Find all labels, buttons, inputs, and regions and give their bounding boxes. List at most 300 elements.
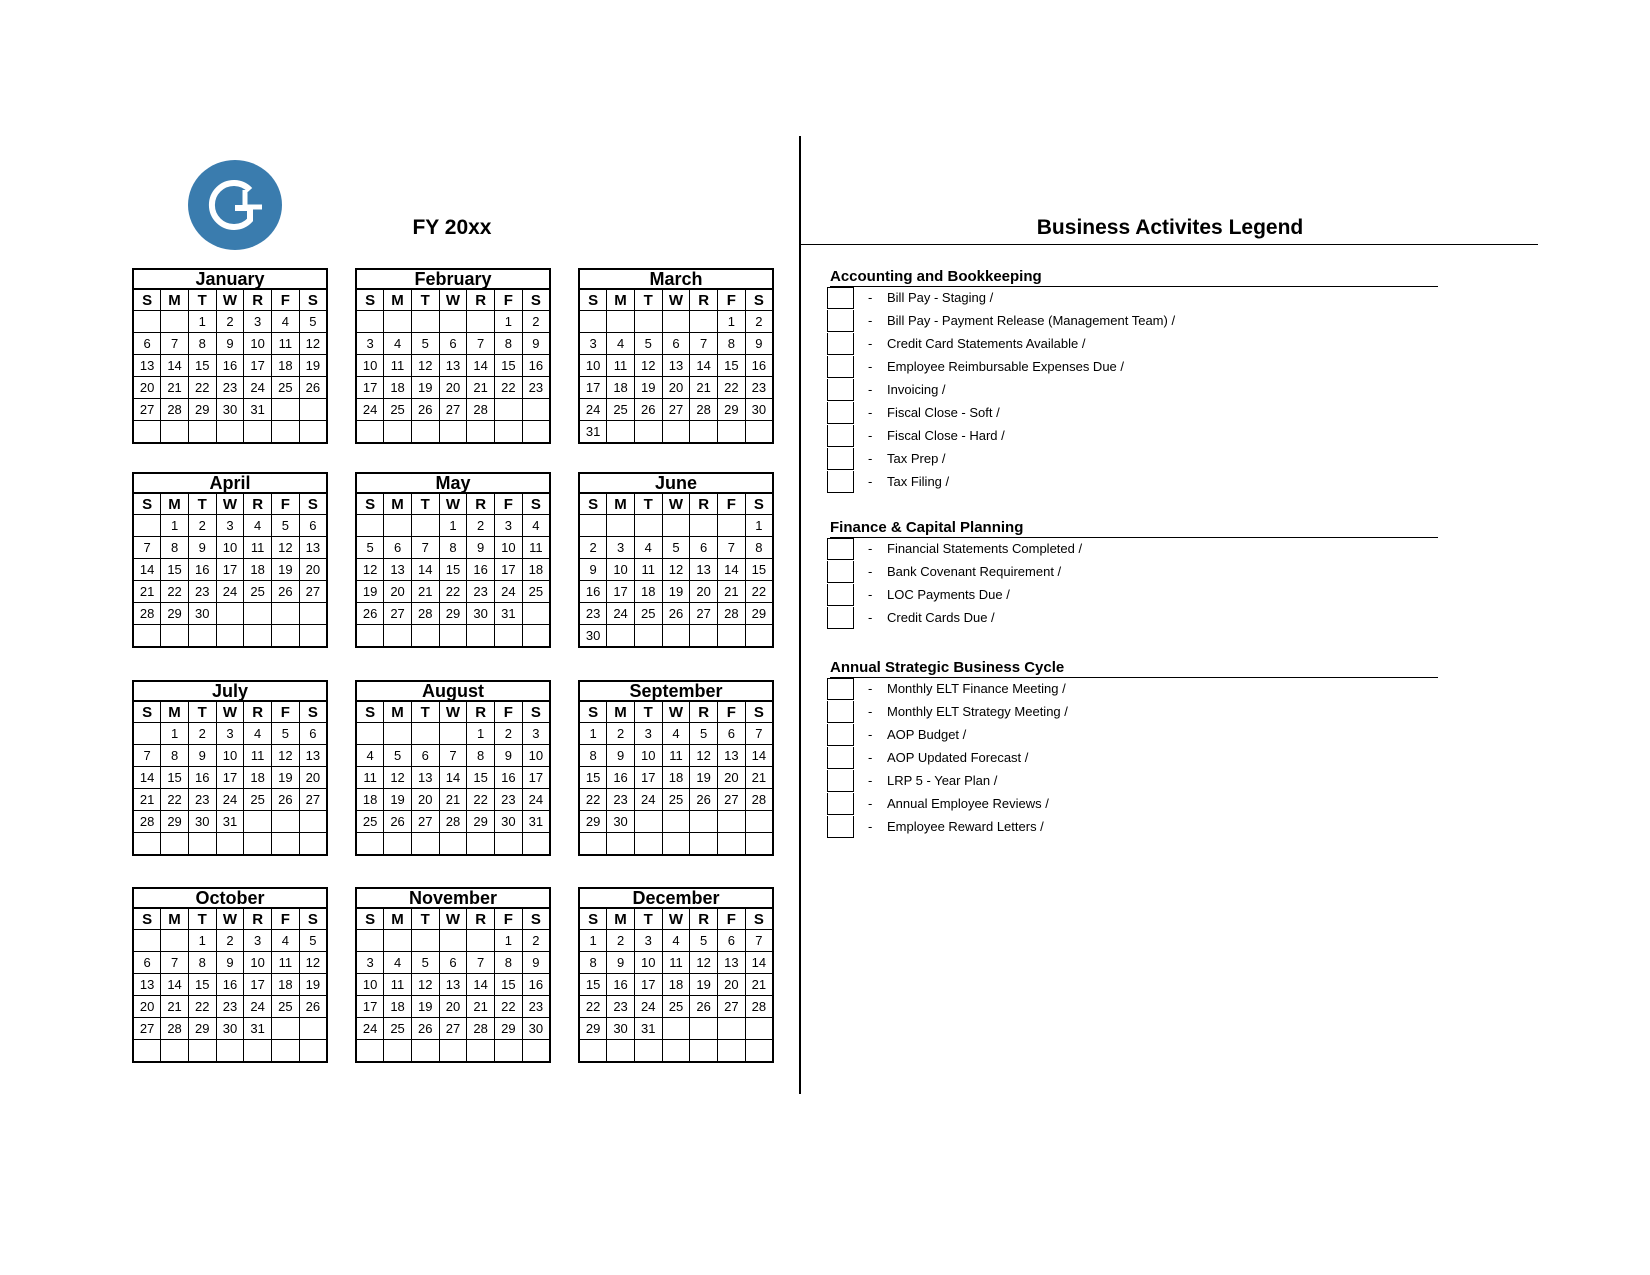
legend-color-box[interactable] <box>827 724 854 746</box>
day-cell: 19 <box>384 789 412 811</box>
weekday-label: M <box>384 494 412 515</box>
day-cell: 25 <box>662 789 690 811</box>
weekday-label: S <box>745 290 773 311</box>
day-cell: 13 <box>133 974 161 996</box>
day-cell: 25 <box>272 996 300 1018</box>
day-cell: 17 <box>244 355 272 377</box>
day-cell: 9 <box>188 745 216 767</box>
day-cell <box>356 833 384 855</box>
day-cell: 29 <box>718 399 746 421</box>
day-cell: 6 <box>690 537 718 559</box>
day-cell <box>384 930 412 952</box>
weekday-label: T <box>634 290 662 311</box>
day-cell: 10 <box>356 974 384 996</box>
day-cell: 27 <box>299 789 327 811</box>
day-cell: 5 <box>356 537 384 559</box>
day-cell: 19 <box>272 767 300 789</box>
day-cell: 1 <box>467 723 495 745</box>
day-cell: 5 <box>272 515 300 537</box>
day-cell: 13 <box>718 745 746 767</box>
day-cell: 31 <box>579 421 607 443</box>
day-cell: 23 <box>607 789 635 811</box>
day-cell: 4 <box>356 745 384 767</box>
day-cell: 18 <box>244 767 272 789</box>
day-cell <box>272 1018 300 1040</box>
legend-item <box>830 584 1438 607</box>
day-cell: 29 <box>495 1018 523 1040</box>
day-cell: 9 <box>216 952 244 974</box>
month-october <box>132 887 328 1063</box>
day-cell: 16 <box>216 974 244 996</box>
legend-color-box[interactable] <box>827 770 854 792</box>
day-cell: 1 <box>718 311 746 333</box>
day-cell: 26 <box>384 811 412 833</box>
day-cell <box>299 833 327 855</box>
day-cell <box>299 1018 327 1040</box>
legend-color-box[interactable] <box>827 425 854 447</box>
day-cell: 10 <box>522 745 550 767</box>
day-cell <box>161 930 189 952</box>
month-title: September <box>578 680 774 701</box>
day-cell <box>745 833 773 855</box>
legend-item <box>830 379 1438 402</box>
day-cell: 6 <box>439 952 467 974</box>
day-cell <box>690 625 718 647</box>
day-cell: 13 <box>718 952 746 974</box>
day-cell <box>522 833 550 855</box>
day-cell <box>411 723 439 745</box>
legend-item <box>830 538 1438 561</box>
legend-color-box[interactable] <box>827 561 854 583</box>
day-cell: 11 <box>607 355 635 377</box>
day-cell <box>495 625 523 647</box>
day-cell: 9 <box>188 537 216 559</box>
day-cell: 27 <box>690 603 718 625</box>
day-cell <box>718 625 746 647</box>
day-cell: 29 <box>467 811 495 833</box>
day-cell: 26 <box>356 603 384 625</box>
day-cell: 2 <box>216 311 244 333</box>
legend-color-box[interactable] <box>827 678 854 700</box>
legend-title-underline <box>801 244 1538 245</box>
legend-item-label: Monthly ELT Finance Meeting / <box>887 681 1066 696</box>
legend-color-box[interactable] <box>827 402 854 424</box>
day-cell: 30 <box>745 399 773 421</box>
day-cell: 20 <box>439 996 467 1018</box>
legend-color-box[interactable] <box>827 538 854 560</box>
day-cell: 5 <box>384 745 412 767</box>
day-cell: 29 <box>161 811 189 833</box>
day-cell: 9 <box>607 952 635 974</box>
day-cell <box>579 1040 607 1062</box>
day-cell <box>439 421 467 443</box>
day-cell: 25 <box>244 581 272 603</box>
day-cell: 6 <box>384 537 412 559</box>
weekday-label: W <box>439 290 467 311</box>
month-days-table <box>132 493 328 648</box>
weekday-label: F <box>718 702 746 723</box>
day-cell <box>272 1040 300 1062</box>
day-cell: 22 <box>718 377 746 399</box>
day-cell <box>634 311 662 333</box>
day-cell: 30 <box>579 625 607 647</box>
day-cell: 25 <box>272 377 300 399</box>
day-cell: 4 <box>244 515 272 537</box>
day-cell: 6 <box>718 930 746 952</box>
day-cell <box>356 1040 384 1062</box>
day-cell: 6 <box>718 723 746 745</box>
day-cell: 12 <box>411 974 439 996</box>
day-cell: 18 <box>384 996 412 1018</box>
day-cell: 21 <box>161 996 189 1018</box>
day-cell <box>662 515 690 537</box>
day-cell: 30 <box>495 811 523 833</box>
weekday-label: T <box>634 702 662 723</box>
weekday-label: R <box>244 909 272 930</box>
day-cell <box>467 930 495 952</box>
legend-item-label: Financial Statements Completed / <box>887 541 1083 556</box>
day-cell: 31 <box>522 811 550 833</box>
day-cell <box>244 603 272 625</box>
day-cell: 22 <box>467 789 495 811</box>
month-days-table <box>355 908 551 1063</box>
day-cell <box>745 1018 773 1040</box>
day-cell: 21 <box>133 581 161 603</box>
day-cell: 7 <box>161 333 189 355</box>
day-cell: 15 <box>467 767 495 789</box>
month-title: February <box>355 268 551 289</box>
day-cell: 13 <box>439 355 467 377</box>
day-cell: 3 <box>216 515 244 537</box>
legend-dash: - <box>868 405 873 420</box>
day-cell: 3 <box>607 537 635 559</box>
weekday-label: S <box>579 909 607 930</box>
weekday-label: S <box>356 702 384 723</box>
weekday-label: S <box>299 494 327 515</box>
day-cell: 17 <box>522 767 550 789</box>
legend-dash: - <box>868 451 873 466</box>
day-cell <box>356 723 384 745</box>
legend-color-box[interactable] <box>827 287 854 309</box>
day-cell: 19 <box>634 377 662 399</box>
legend-dash: - <box>868 796 873 811</box>
legend-color-box[interactable] <box>827 310 854 332</box>
day-cell: 30 <box>188 811 216 833</box>
legend-color-box[interactable] <box>827 607 854 629</box>
weekday-label: R <box>467 290 495 311</box>
day-cell: 16 <box>495 767 523 789</box>
day-cell <box>522 1040 550 1062</box>
day-cell: 3 <box>634 930 662 952</box>
day-cell: 2 <box>216 930 244 952</box>
day-cell: 23 <box>607 996 635 1018</box>
month-days-table <box>578 908 774 1063</box>
day-cell: 8 <box>467 745 495 767</box>
day-cell: 28 <box>745 789 773 811</box>
weekday-label: M <box>161 909 189 930</box>
day-cell: 6 <box>411 745 439 767</box>
weekday-label: M <box>384 702 412 723</box>
weekday-label: S <box>579 494 607 515</box>
day-cell: 19 <box>411 996 439 1018</box>
legend-color-box[interactable] <box>827 584 854 606</box>
day-cell <box>411 625 439 647</box>
day-cell: 1 <box>439 515 467 537</box>
day-cell <box>607 625 635 647</box>
day-cell: 9 <box>467 537 495 559</box>
weekday-label: M <box>384 290 412 311</box>
day-cell: 30 <box>522 1018 550 1040</box>
day-cell: 4 <box>662 930 690 952</box>
day-cell: 23 <box>495 789 523 811</box>
day-cell <box>299 603 327 625</box>
weekday-label: S <box>745 909 773 930</box>
legend-color-box[interactable] <box>827 701 854 723</box>
day-cell: 10 <box>356 355 384 377</box>
day-cell: 26 <box>411 1018 439 1040</box>
day-cell: 29 <box>579 1018 607 1040</box>
legend-dash: - <box>868 428 873 443</box>
day-cell: 1 <box>579 723 607 745</box>
day-cell: 2 <box>579 537 607 559</box>
day-cell: 3 <box>522 723 550 745</box>
page-title: FY 20xx <box>412 216 492 239</box>
day-cell: 5 <box>299 311 327 333</box>
month-june <box>578 472 774 648</box>
weekday-label: F <box>272 909 300 930</box>
month-days-table <box>355 289 551 444</box>
legend-item <box>830 724 1438 747</box>
weekday-label: M <box>161 702 189 723</box>
weekday-label: T <box>188 290 216 311</box>
day-cell <box>662 421 690 443</box>
day-cell <box>718 811 746 833</box>
legend-color-box[interactable] <box>827 793 854 815</box>
day-cell: 7 <box>411 537 439 559</box>
legend-color-box[interactable] <box>827 356 854 378</box>
day-cell: 27 <box>718 789 746 811</box>
day-cell: 15 <box>439 559 467 581</box>
day-cell: 30 <box>216 1018 244 1040</box>
day-cell <box>607 1040 635 1062</box>
day-cell <box>718 1040 746 1062</box>
weekday-label: W <box>662 909 690 930</box>
day-cell: 18 <box>244 559 272 581</box>
day-cell <box>384 833 412 855</box>
weekday-label: F <box>718 290 746 311</box>
day-cell: 28 <box>411 603 439 625</box>
day-cell: 26 <box>272 789 300 811</box>
day-cell <box>411 833 439 855</box>
day-cell <box>634 625 662 647</box>
day-cell: 12 <box>272 537 300 559</box>
weekday-label: W <box>216 494 244 515</box>
legend-color-box[interactable] <box>827 816 854 838</box>
day-cell: 29 <box>161 603 189 625</box>
day-cell <box>439 625 467 647</box>
day-cell <box>384 625 412 647</box>
day-cell: 29 <box>745 603 773 625</box>
day-cell: 20 <box>384 581 412 603</box>
day-cell: 28 <box>133 811 161 833</box>
day-cell <box>161 311 189 333</box>
day-cell <box>579 311 607 333</box>
weekday-label: F <box>718 909 746 930</box>
weekday-label: F <box>272 494 300 515</box>
weekday-label: T <box>634 494 662 515</box>
day-cell: 7 <box>745 723 773 745</box>
day-cell: 9 <box>607 745 635 767</box>
legend-item-label: Invoicing / <box>887 382 946 397</box>
day-cell: 10 <box>216 537 244 559</box>
day-cell: 26 <box>299 377 327 399</box>
day-cell: 16 <box>607 974 635 996</box>
weekday-label: F <box>495 702 523 723</box>
month-days-table <box>132 289 328 444</box>
day-cell: 16 <box>522 355 550 377</box>
day-cell: 2 <box>188 515 216 537</box>
legend-color-box[interactable] <box>827 448 854 470</box>
legend-section-title: Finance & Capital Planning <box>830 519 1438 538</box>
day-cell: 5 <box>411 333 439 355</box>
day-cell: 20 <box>411 789 439 811</box>
day-cell: 20 <box>718 767 746 789</box>
day-cell: 24 <box>356 1018 384 1040</box>
day-cell: 25 <box>522 581 550 603</box>
legend-dash: - <box>868 727 873 742</box>
legend-item-label: AOP Budget / <box>887 727 967 742</box>
day-cell: 4 <box>244 723 272 745</box>
day-cell: 16 <box>745 355 773 377</box>
day-cell: 11 <box>272 333 300 355</box>
g-plus-logo-icon <box>188 160 282 250</box>
legend-item-label: AOP Updated Forecast / <box>887 750 1029 765</box>
day-cell: 28 <box>439 811 467 833</box>
day-cell: 28 <box>745 996 773 1018</box>
day-cell: 6 <box>662 333 690 355</box>
day-cell: 1 <box>495 311 523 333</box>
day-cell <box>522 399 550 421</box>
day-cell: 6 <box>299 515 327 537</box>
day-cell: 23 <box>579 603 607 625</box>
day-cell: 8 <box>188 333 216 355</box>
day-cell <box>161 833 189 855</box>
day-cell: 23 <box>216 377 244 399</box>
day-cell: 12 <box>690 745 718 767</box>
day-cell: 24 <box>522 789 550 811</box>
day-cell: 24 <box>356 399 384 421</box>
day-cell: 31 <box>216 811 244 833</box>
day-cell <box>662 811 690 833</box>
legend-item <box>830 448 1438 471</box>
day-cell: 31 <box>244 399 272 421</box>
legend-color-box[interactable] <box>827 747 854 769</box>
day-cell: 11 <box>662 745 690 767</box>
day-cell: 13 <box>690 559 718 581</box>
day-cell: 24 <box>634 789 662 811</box>
day-cell: 25 <box>356 811 384 833</box>
weekday-label: T <box>411 702 439 723</box>
day-cell <box>356 421 384 443</box>
day-cell <box>188 421 216 443</box>
day-cell: 26 <box>411 399 439 421</box>
legend-color-box[interactable] <box>827 471 854 493</box>
day-cell: 14 <box>467 355 495 377</box>
day-cell <box>356 515 384 537</box>
day-cell: 15 <box>718 355 746 377</box>
weekday-label: S <box>299 909 327 930</box>
day-cell: 3 <box>244 930 272 952</box>
day-cell: 24 <box>216 789 244 811</box>
day-cell: 26 <box>272 581 300 603</box>
company-logo <box>188 160 282 250</box>
day-cell: 26 <box>662 603 690 625</box>
day-cell <box>299 811 327 833</box>
legend-color-box[interactable] <box>827 379 854 401</box>
day-cell: 24 <box>244 996 272 1018</box>
day-cell <box>216 1040 244 1062</box>
day-cell <box>439 930 467 952</box>
legend-color-box[interactable] <box>827 333 854 355</box>
day-cell <box>244 1040 272 1062</box>
day-cell <box>634 421 662 443</box>
day-cell: 19 <box>272 559 300 581</box>
weekday-label: F <box>495 290 523 311</box>
month-september <box>578 680 774 856</box>
weekday-label: T <box>188 909 216 930</box>
day-cell: 20 <box>662 377 690 399</box>
day-cell: 17 <box>244 974 272 996</box>
day-cell: 23 <box>188 789 216 811</box>
day-cell: 7 <box>467 952 495 974</box>
day-cell: 31 <box>495 603 523 625</box>
day-cell <box>299 421 327 443</box>
day-cell: 14 <box>690 355 718 377</box>
day-cell <box>299 399 327 421</box>
day-cell: 1 <box>188 930 216 952</box>
day-cell: 16 <box>607 767 635 789</box>
day-cell <box>411 421 439 443</box>
day-cell: 30 <box>467 603 495 625</box>
weekday-label: T <box>411 290 439 311</box>
day-cell: 30 <box>216 399 244 421</box>
day-cell: 15 <box>495 355 523 377</box>
day-cell <box>579 833 607 855</box>
day-cell <box>634 811 662 833</box>
month-title: April <box>132 472 328 493</box>
day-cell <box>522 625 550 647</box>
day-cell <box>690 421 718 443</box>
legend-dash: - <box>868 474 873 489</box>
day-cell: 24 <box>607 603 635 625</box>
day-cell: 8 <box>745 537 773 559</box>
day-cell <box>439 311 467 333</box>
day-cell: 3 <box>634 723 662 745</box>
day-cell <box>133 833 161 855</box>
day-cell: 11 <box>272 952 300 974</box>
legend-item-label: LOC Payments Due / <box>887 587 1010 602</box>
day-cell: 4 <box>384 952 412 974</box>
day-cell: 22 <box>161 581 189 603</box>
day-cell: 6 <box>133 952 161 974</box>
day-cell: 30 <box>607 811 635 833</box>
day-cell: 23 <box>522 377 550 399</box>
day-cell <box>745 1040 773 1062</box>
weekday-label: S <box>133 290 161 311</box>
month-march <box>578 268 774 444</box>
day-cell <box>411 930 439 952</box>
day-cell: 3 <box>216 723 244 745</box>
